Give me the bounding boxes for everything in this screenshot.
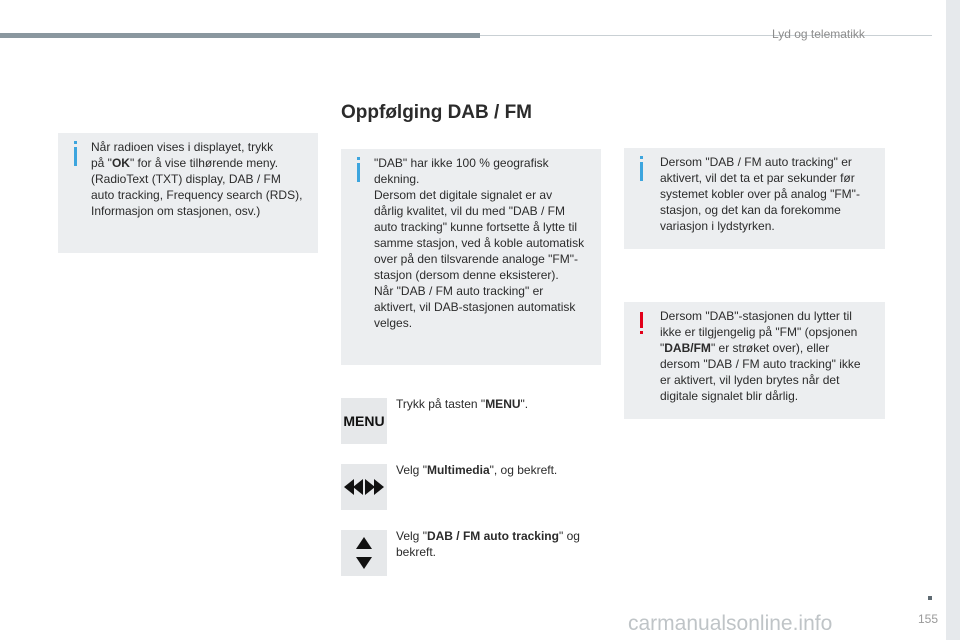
note-line: (RadioText (TXT) display, DAB / FM: [91, 172, 281, 186]
seek-arrows-icon: [341, 464, 387, 510]
note-line: dårlig kvalitet, vil du med "DAB / FM: [374, 204, 565, 218]
note-line: auto tracking, Frequency search (RDS),: [91, 188, 303, 202]
seek-arrows-glyph: [343, 476, 385, 498]
chapter-label: Lyd og telematikk: [772, 27, 865, 41]
page-marker: [928, 596, 932, 600]
step-select-multimedia: Velg "Multimedia", og bekreft.: [396, 463, 558, 477]
watermark: carmanualsonline.info: [628, 612, 833, 635]
note-line: auto tracking" kunne fortsette å lytte til: [374, 220, 578, 234]
note-line: stasjon (dersom denne eksisterer).: [374, 268, 559, 282]
up-down-arrows-glyph: [353, 534, 375, 572]
info-icon: [640, 162, 643, 181]
info-note-switch-delay: [624, 148, 885, 249]
info-icon: [357, 163, 360, 182]
menu-key-label: MENU: [343, 413, 385, 429]
note-line: Dersom det digitale signalet er av: [374, 188, 553, 202]
note-line: variasjon i lydstyrken.: [660, 219, 775, 233]
step-press-menu: Trykk på tasten "MENU".: [396, 397, 529, 411]
note-line: ikke er tilgjengelig på "FM" (opsjonen: [660, 325, 858, 339]
menu-key-icon: [341, 398, 387, 444]
note-line: digitale signalet blir dårlig.: [660, 389, 799, 403]
note-line: Når radioen vises i displayet, trykk: [91, 140, 274, 154]
dab-fm-option-ref: DAB/FM: [664, 341, 711, 355]
note-line: "DAB" har ikke 100 % geografisk: [374, 156, 549, 170]
section-title: Oppfølging DAB / FM: [341, 102, 533, 123]
note-line: stasjon, og det kan da forekomme: [660, 203, 841, 217]
note-line: aktivert, vil DAB-stasjonen automatisk: [374, 300, 576, 314]
note-line: Informasjon om stasjonen, osv.): [91, 204, 261, 218]
page-edge-strip: [946, 0, 960, 640]
note-line: over på den tilsvarende analoge "FM"-: [374, 252, 578, 266]
header-rule: [0, 33, 480, 38]
info-icon: [74, 147, 77, 166]
page-number: 155: [918, 612, 939, 626]
note-line: Når "DAB / FM auto tracking" er: [374, 284, 544, 298]
note-line: Dersom "DAB"-stasjonen du lytter til: [660, 309, 852, 323]
ok-key-ref: OK: [111, 156, 130, 170]
note-line: er aktivert, vil lyden brytes når det: [660, 373, 840, 387]
note-line: dersom "DAB / FM auto tracking" ikke: [660, 357, 861, 371]
note-line: "DAB/FM" er strøket over), eller: [660, 341, 830, 355]
note-line: dekning.: [374, 172, 420, 186]
up-down-arrows-icon: [341, 530, 387, 576]
note-line: samme stasjon, ved å koble automatisk: [374, 236, 585, 250]
info-note-dab-coverage: [341, 149, 601, 365]
info-note-radio-menu: [58, 133, 318, 253]
note-line: Dersom "DAB / FM auto tracking" er: [660, 155, 852, 169]
warning-note-signal-loss: [624, 302, 885, 419]
step-select-auto-tracking: Velg "DAB / FM auto tracking" og bekreft.: [396, 529, 580, 559]
note-line: systemet kobler over på analog "FM"-: [660, 187, 860, 201]
note-line: velges.: [374, 316, 413, 330]
note-line: aktivert, vil det ta et par sekunder før: [660, 171, 855, 185]
note-line: på "OK" for å vise tilhørende meny.: [91, 156, 279, 170]
warning-icon: [640, 312, 643, 328]
